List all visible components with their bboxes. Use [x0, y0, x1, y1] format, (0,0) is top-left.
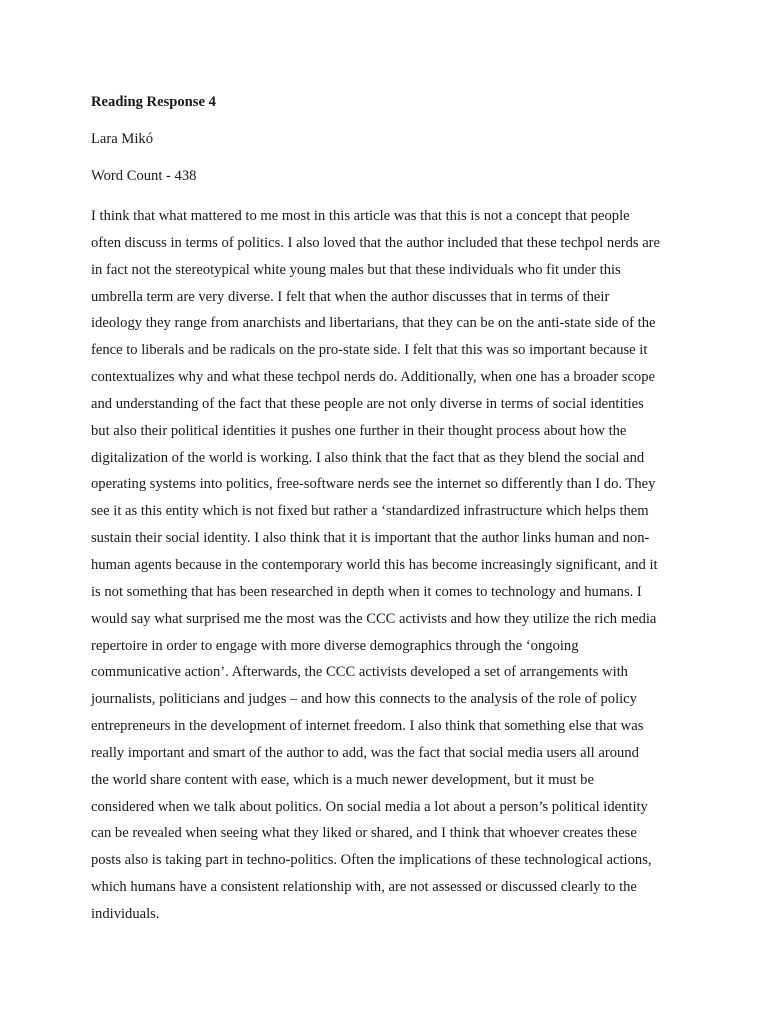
body-line: fence to liberals and be radicals on the pro-state side. I felt that this was so important because it [91, 342, 648, 359]
body-line: digitalization of the world is working. I also think that the fact that as they blend the social and [91, 449, 645, 466]
body-line: contextualizes why and what these techpol nerds do. Additionally, when one has a broader scope [91, 369, 655, 386]
body-line: operating systems into politics, free-software nerds see the internet so differently than I do. They [91, 476, 656, 493]
body-line: see it as this entity which is not fixed but rather a ‘standardized infrastructure which helps them [91, 503, 649, 520]
body-line: umbrella term are very diverse. I felt that when the author discusses that in terms of their [91, 288, 610, 305]
body-line: I think that what mattered to me most in this article was that this is not a concept that people [91, 208, 630, 224]
body-line: would say what surprised me the most was the CCC activists and how they utilize the rich media [91, 610, 657, 627]
author-name: Lara Mikó [91, 131, 154, 147]
body-line: in fact not the stereotypical white young males but that these individuals who fit under this [91, 261, 621, 278]
body-line: human agents because in the contemporary world this has become increasingly significant, and it [91, 556, 658, 573]
body-paragraph [91, 203, 681, 928]
body-line: repertoire in order to engage with more diverse demographics through the ‘ongoing [91, 637, 579, 654]
body-line: posts also is taking part in techno-politics. Often the implications of these technological actions, [91, 852, 652, 869]
body-line: entrepreneurs in the development of internet freedom. I also think that something else that was [91, 718, 644, 735]
body-line: but also their political identities it pushes one further in their thought process about how the [91, 422, 627, 439]
document-content [91, 92, 681, 928]
body-line: considered when we talk about politics. On social media a lot about a person’s political identity [91, 798, 648, 815]
body-line: individuals. [91, 905, 160, 922]
body-line: can be revealed when seeing what they liked or shared, and I think that whoever creates these [91, 825, 637, 842]
body-line: communicative action’. Afterwards, the CCC activists developed a set of arrangements with [91, 664, 628, 681]
body-line: really important and smart of the author to add, was the fact that social media users all around [91, 744, 639, 761]
body-line: the world share content with ease, which is a much newer development, but it must be [91, 771, 594, 788]
body-line: is not something that has been researched in depth when it comes to technology and humans. I [91, 583, 642, 600]
body-line: journalists, politicians and judges – and how this connects to the analysis of the role of policy [91, 691, 637, 708]
body-line: and understanding of the fact that these people are not only diverse in terms of social identities [91, 395, 644, 412]
body-line: ideology they range from anarchists and libertarians, that they can be on the anti-state side of the [91, 315, 656, 332]
word-count: Word Count - 438 [91, 168, 197, 184]
body-line: which humans have a consistent relationship with, are not assessed or discussed clearly to the [91, 879, 637, 896]
body-line: often discuss in terms of politics. I also loved that the author included that these techpol nerds are [91, 234, 661, 251]
body-line: sustain their social identity. I also think that it is important that the author links human and non- [91, 530, 650, 547]
document-title: Reading Response 4 [91, 94, 216, 110]
